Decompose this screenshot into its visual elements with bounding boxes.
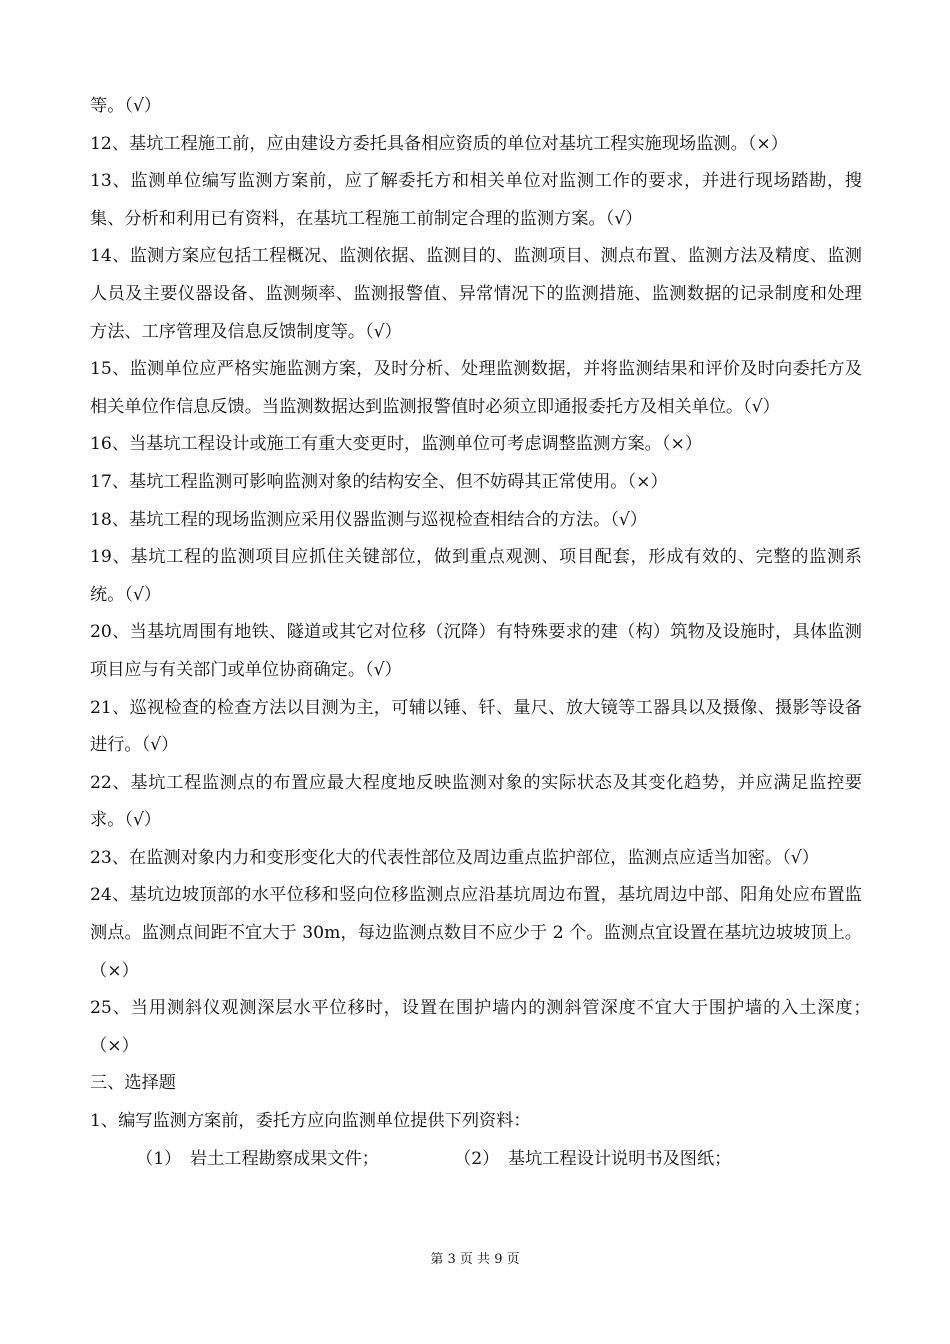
item-24: 24、基坑边坡顶部的水平位移和竖向位移监测点应沿基坑周边布置，基坑周边中部、阳角处应布置监测点。监测点间距不宜大于 30m，每边监测点数目不应少于 2 个。监测点宜设置在基坑边坡坡顶上。（×） xyxy=(90,885,862,981)
question-1: 1、编写监测方案前，委托方应向监测单位提供下列资料： xyxy=(90,1111,531,1132)
question-1-options xyxy=(90,1141,862,1179)
item-13: 13、监测单位编写监测方案前，应了解委托方和相关单位对监测工作的要求，并进行现场踏勘，搜集、分析和利用已有资料，在基坑工程施工前制定合理的监测方案。（√） xyxy=(90,171,862,229)
page-footer: 第 3 页 共 9 页 xyxy=(430,1252,520,1267)
section-heading: 三、选择题 xyxy=(90,1073,176,1094)
option-2: （2） 基坑工程设计说明书及图纸； xyxy=(454,1148,732,1169)
paragraph-continuation: 等。（√） xyxy=(90,96,162,116)
item-17: 17、基坑工程监测可影响监测对象的结构安全、但不妨碍其正常使用。（×） xyxy=(90,471,668,492)
option-1: （1） 岩土工程勘察成果文件； xyxy=(136,1148,379,1169)
item-23: 23、在监测对象内力和变形变化大的代表性部位及周边重点监护部位，监测点应适当加密。（√） xyxy=(90,847,819,868)
item-21: 21、巡视检查的检查方法以目测为主，可辅以锤、钎、量尺、放大镜等工器具以及摄像、摄影等设备进行。（√） xyxy=(90,697,862,756)
item-16: 16、当基坑工程设计或施工有重大变更时，监测单位可考虑调整监测方案。（×） xyxy=(90,434,703,455)
item-19: 19、基坑工程的监测项目应抓住关键部位，做到重点观测、项目配套，形成有效的、完整的监测系统。（√） xyxy=(90,547,862,605)
item-15: 15、监测单位应严格实施监测方案，及时分析、处理监测数据，并将监测结果和评价及时向委托方及相关单位作信息反馈。当监测数据达到监测报警值时必须立即通报委托方及相关单位。（√） xyxy=(90,359,862,417)
item-12: 12、基坑工程施工前，应由建设方委托具备相应资质的单位对基坑工程实施现场监测。（×） xyxy=(90,133,788,154)
item-22: 22、基坑工程监测点的布置应最大程度地反映监测对象的实际状态及其变化趋势，并应满足监控要求。（√） xyxy=(90,772,862,831)
item-25: 25、当用测斜仪观测深层水平位移时，设置在围护墙内的测斜管深度不宜大于围护墙的入土深度； （×） xyxy=(90,998,880,1056)
item-18: 18、基坑工程的现场监测应采用仪器监测与巡视检查相结合的方法。（√） xyxy=(90,509,648,530)
item-14: 14、监测方案应包括工程概况、监测依据、监测目的、监测项目、测点布置、监测方法及精度、监测人员及主要仪器设备、监测频率、监测报警值、异常情况下的监测措施、监测数据的记录制度和处理方法、工序管理及信息反馈制度等。（√） xyxy=(90,246,862,342)
item-20: 20、当基坑周围有地铁、隧道或其它对位移（沉降）有特殊要求的建（构）筑物及设施时，具体监测项目应与有关部门或单位协商确定。（√） xyxy=(90,622,862,680)
page-body xyxy=(90,88,880,1178)
